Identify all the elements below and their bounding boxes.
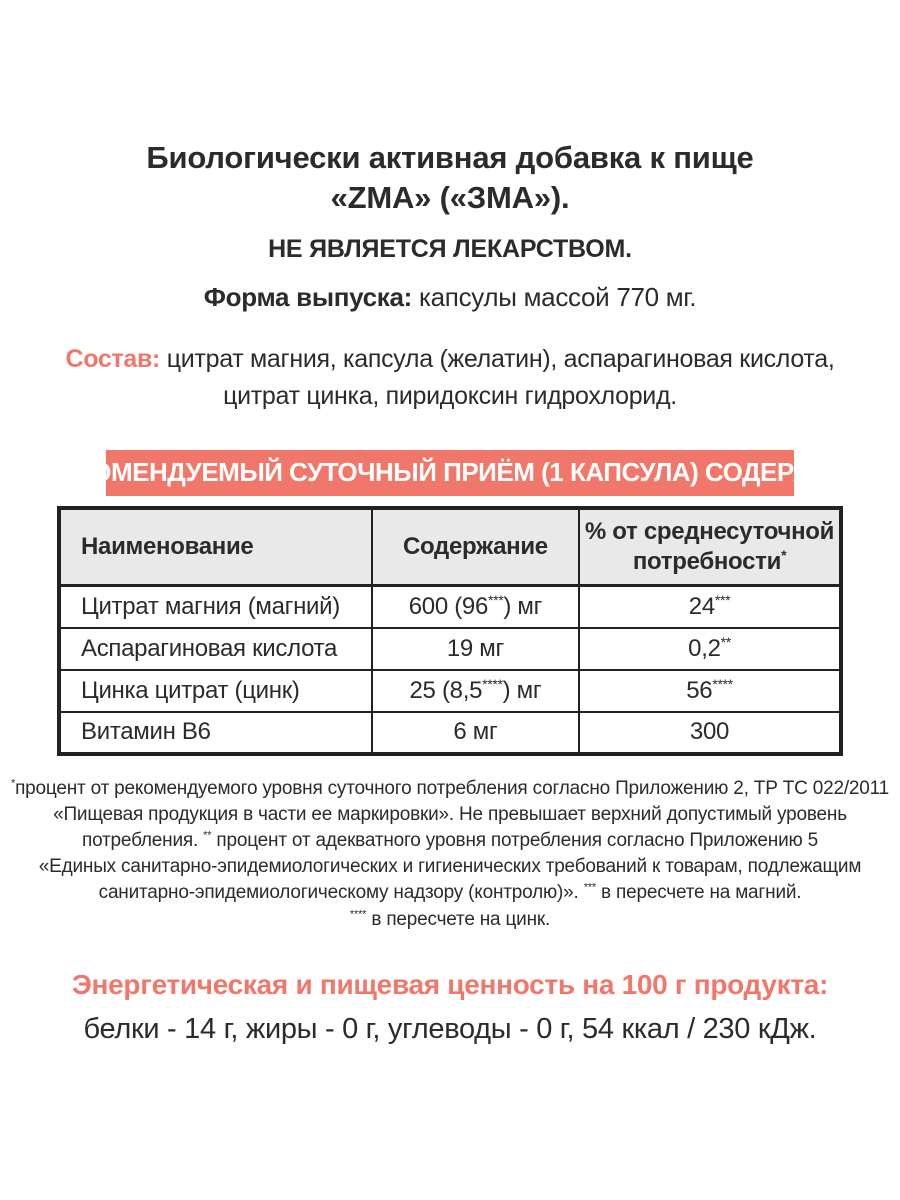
cell-ingredient-name: Витамин В6 [59,712,372,754]
composition-label: Состав: [65,344,161,373]
title-block [0,0,900,313]
cell-content-amount: 19 мг [372,628,579,670]
footnote-line: *процент от рекомендуемого уровня суточного потребления согласно Приложению 2, ТР ТС 022/2011 [11,777,889,799]
release-form-label: Форма выпуска: [203,281,413,312]
composition-line2: цитрат цинка, пиридоксин гидрохлорид. [223,382,677,411]
composition-text-line1: цитрат магния, капсула (желатин), аспарагиновая кислота, [166,344,835,373]
footnote-line: «Пищевая продукция в части ее маркировки». Не превышает верхний допустимый уровень [53,803,847,825]
table-row [59,586,841,628]
page-title-line1: Биологически активная добавка к пище [146,140,754,175]
footnote-line: потребления. ** процент от адекватного уровня потребления согласно Приложению 5 [82,829,818,852]
footnote [0,776,900,933]
cell-ingredient-name: Аспарагиновая кислота [59,628,372,670]
table-row [59,712,841,754]
composition-line1 [40,341,860,379]
cell-content-amount: 6 мг [372,712,579,754]
energy-value-text: белки - 14 г, жиры - 0 г, углеводы - 0 г, 54 ккал / 230 кДж. [83,1012,817,1045]
table-header-row [59,508,841,586]
cell-daily-percent: 56**** [579,670,841,712]
cell-ingredient-name: Цинка цитрат (цинк) [59,670,372,712]
header-percent: % от среднесуточной потребности* [579,508,841,586]
not-medicine-notice: НЕ ЯВЛЯЕТСЯ ЛЕКАРСТВОМ. [268,234,632,263]
composition-paragraph [40,341,860,416]
release-form-line [0,282,900,313]
footnote-line: санитарно-эпидемиологическому надзору (контролю)». *** в пересчете на магний. [98,882,802,904]
cell-daily-percent: 300 [579,712,841,754]
cell-content-amount: 600 (96***) мг [372,586,579,628]
cell-content-amount: 25 (8,5****) мг [372,670,579,712]
cell-daily-percent: 0,2** [579,628,841,670]
footnote-line: «Единых санитарно-эпидемиологических и гигиенических требований к товарам, подлежащим [38,856,862,878]
table-body [59,586,841,754]
table-row [59,628,841,670]
page-title-line2: «ZMA» («ЗМА»). [330,180,570,216]
recommended-intake-banner: РЕКОМЕНДУЕМЫЙ СУТОЧНЫЙ ПРИЁМ (1 КАПСУЛА) СОДЕРЖИТ: [106,450,794,496]
energy-value-title: Энергетическая и пищевая ценность на 100 г продукта: [71,968,829,1000]
cell-daily-percent: 24*** [579,586,841,628]
header-content: Содержание [372,508,579,586]
footnote-line: **** в пересчете на цинк. [349,908,551,930]
nutrition-table [57,506,843,756]
release-form-value: капсулы массой 770 мг. [418,281,697,312]
cell-ingredient-name: Цитрат магния (магний) [59,586,372,628]
header-name: Наименование [59,508,372,586]
page-title [0,138,900,219]
table-row [59,670,841,712]
